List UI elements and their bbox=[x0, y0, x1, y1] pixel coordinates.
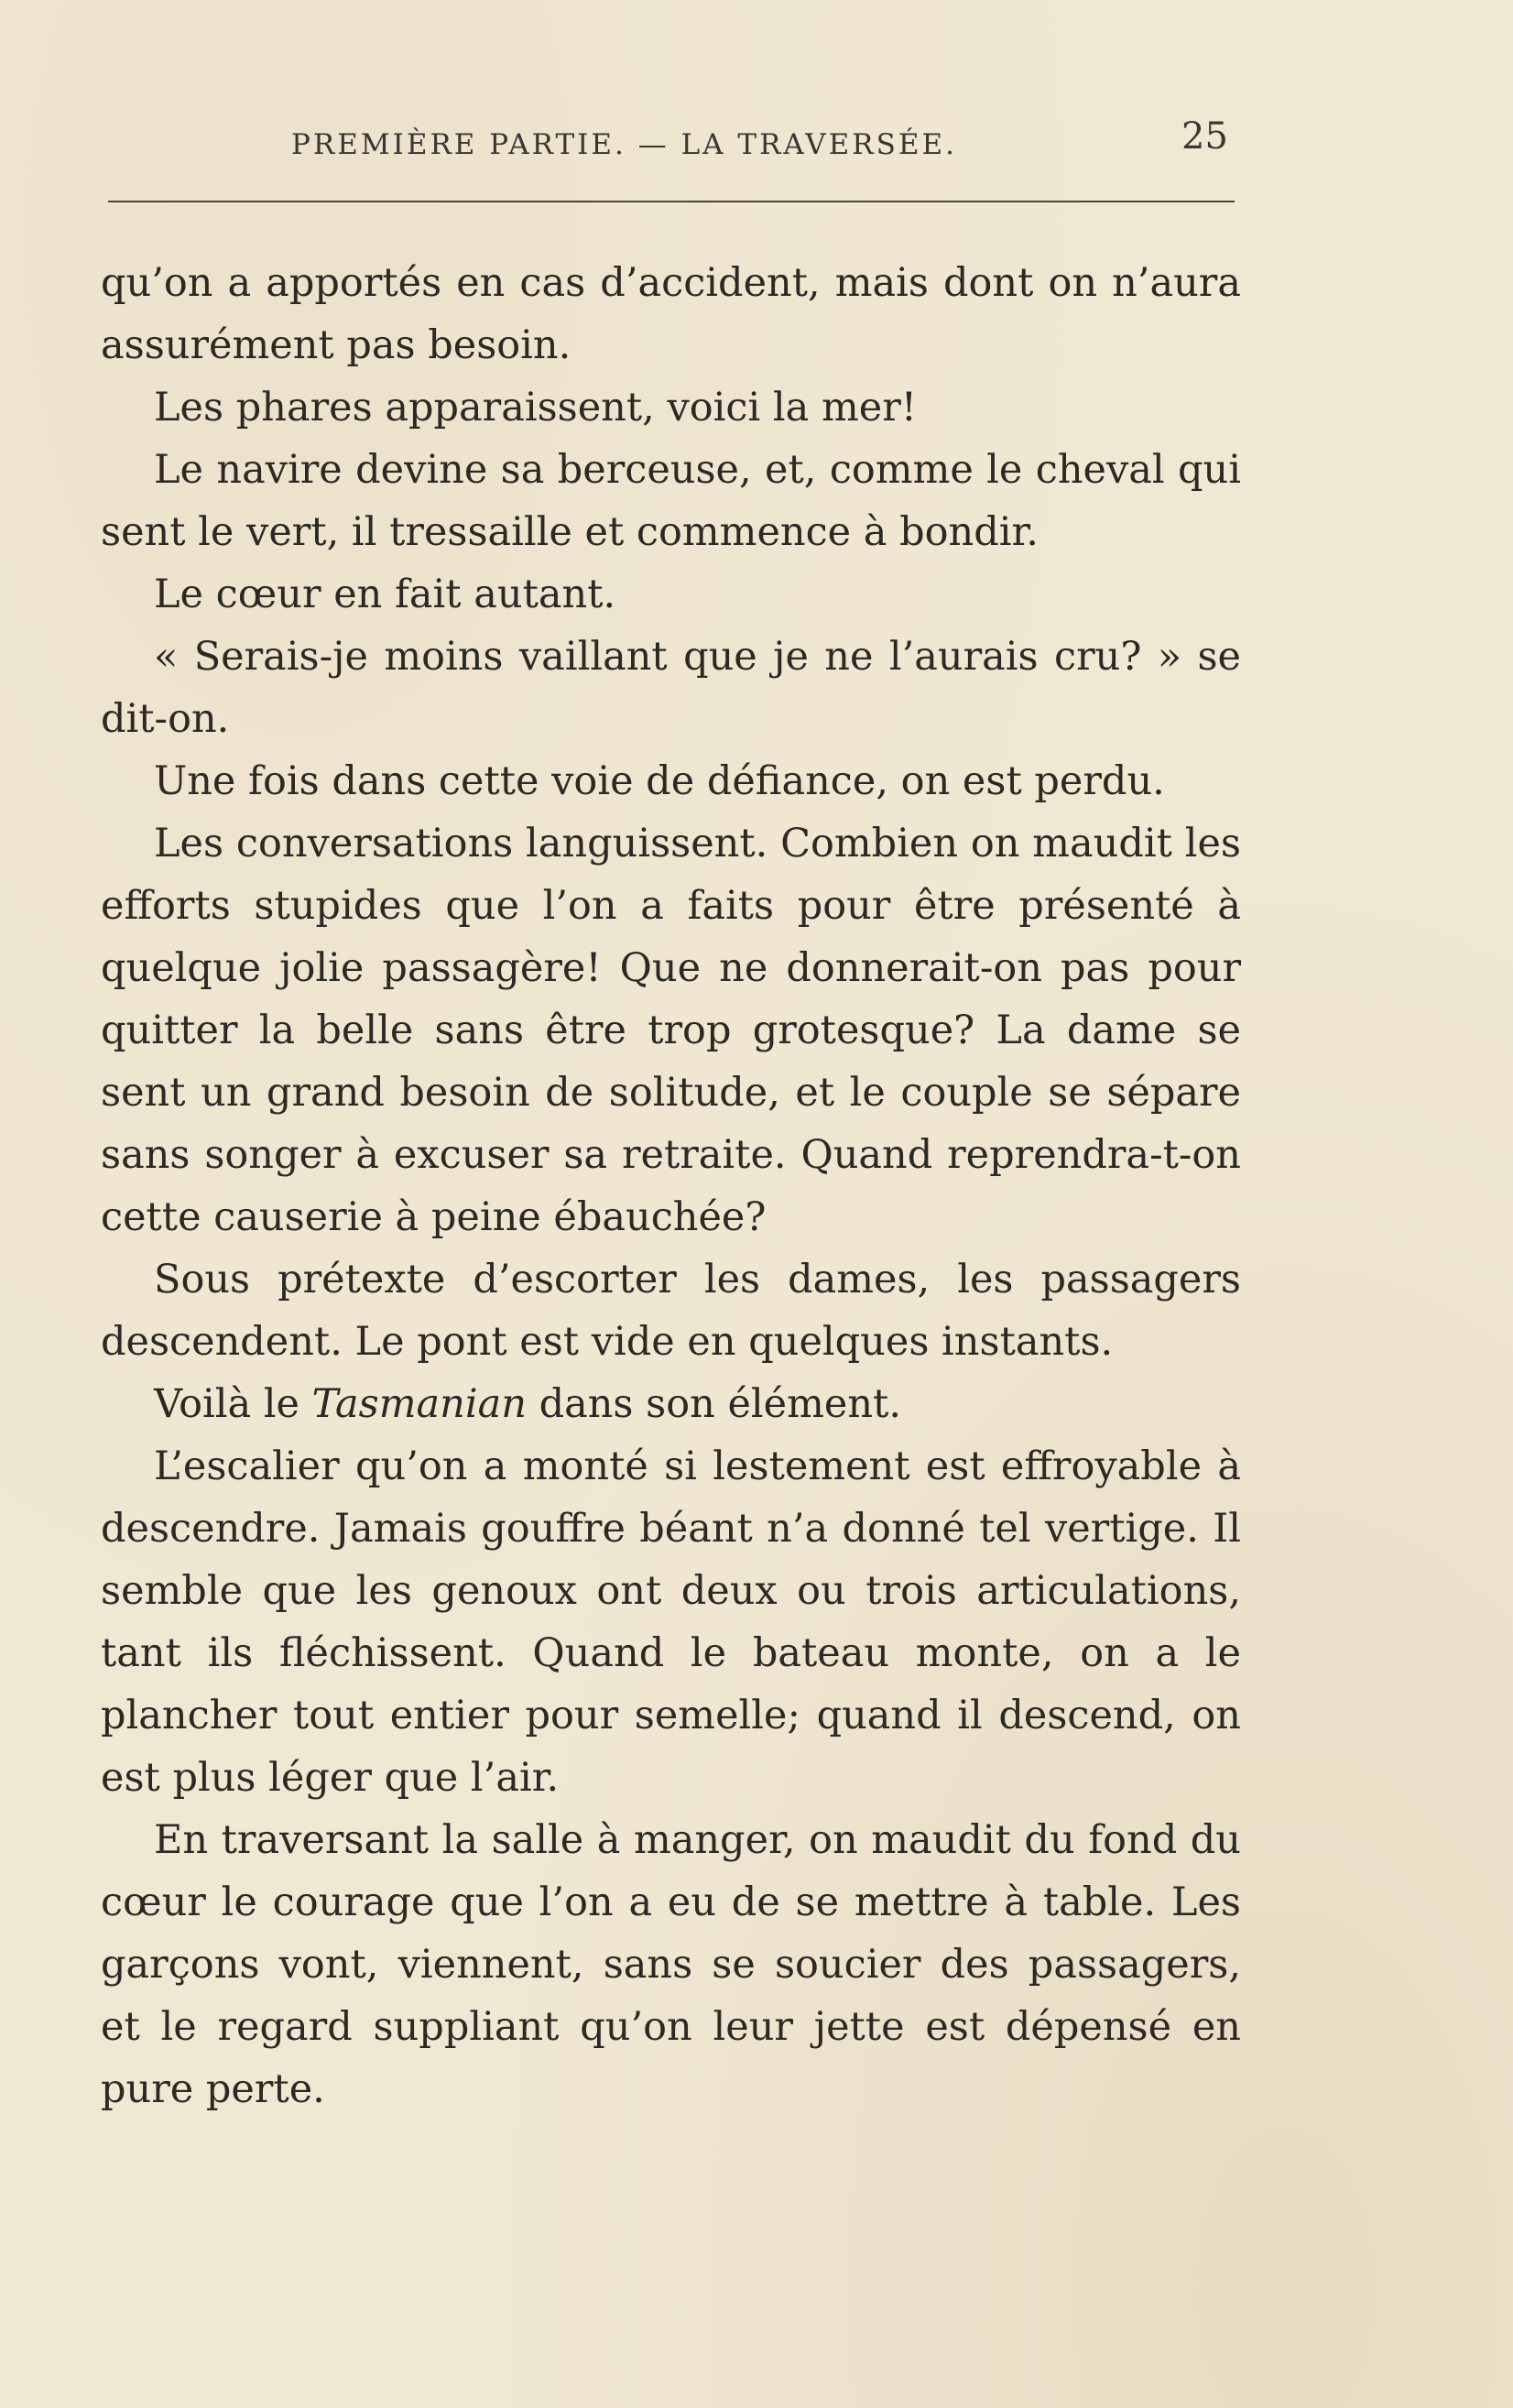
paragraph-ship-name bbox=[101, 1373, 1241, 1435]
text-run: dans son élément. bbox=[526, 1381, 901, 1427]
body-text bbox=[101, 252, 1241, 2120]
paragraph: « Serais-je moins vaillant que je ne l’aurais cru? » se dit-on. bbox=[101, 634, 1241, 742]
running-title: PREMIÈRE PARTIE. — LA TRAVERSÉE. bbox=[291, 128, 957, 161]
paragraph: Le navire devine sa berceuse, et, comme le cheval qui sent le vert, il tressaille et commence à bondir. bbox=[101, 447, 1241, 555]
paragraph: Une fois dans cette voie de défiance, on est perdu. bbox=[154, 758, 1165, 804]
paragraph: Les phares apparaissent, voici la mer! bbox=[154, 385, 918, 430]
page-number: 25 bbox=[1181, 115, 1228, 158]
paragraph-continued: qu’on a apportés en cas d’accident, mais dont on n’aura assurément pas besoin. bbox=[101, 260, 1241, 368]
text-run: Voilà le bbox=[154, 1381, 312, 1427]
paragraph: Les conversations languissent. Combien on maudit les efforts stupides que l’on a faits pour être présenté à quelque jolie passagère! Que ne donnerait-on pas pour quitter la belle sans être trop grotesque? La dame se sent un grand besoin de solitude, et le couple se sépare sans songer à excuser sa retraite. Quand reprendra-t-on cette causerie à peine ébauchée? bbox=[101, 821, 1241, 1240]
paragraph: En traversant la salle à manger, on maudit du fond du cœur le courage que l’on a eu de se mettre à table. Les garçons vont, viennent, sans se soucier des passagers, et le regard suppliant qu’on leur jette est dépensé en pure perte. bbox=[101, 1817, 1241, 2112]
paragraph: Le cœur en fait autant. bbox=[154, 572, 616, 617]
ship-name: Tasmanian bbox=[311, 1381, 527, 1427]
header-rule bbox=[108, 201, 1235, 202]
paragraph: L’escalier qu’on a monté si lestement est effroyable à descendre. Jamais gouffre béant n’a donné tel vertige. Il semble que les genoux ont deux ou trois articulations, tant ils fléchissent. Quand le bateau monte, on a le plancher tout entier pour semelle; quand il descend, on est plus léger que l’air. bbox=[101, 1444, 1241, 1801]
paragraph: Sous prétexte d’escorter les dames, les passagers descendent. Le pont est vide en quelques instants. bbox=[101, 1257, 1241, 1365]
